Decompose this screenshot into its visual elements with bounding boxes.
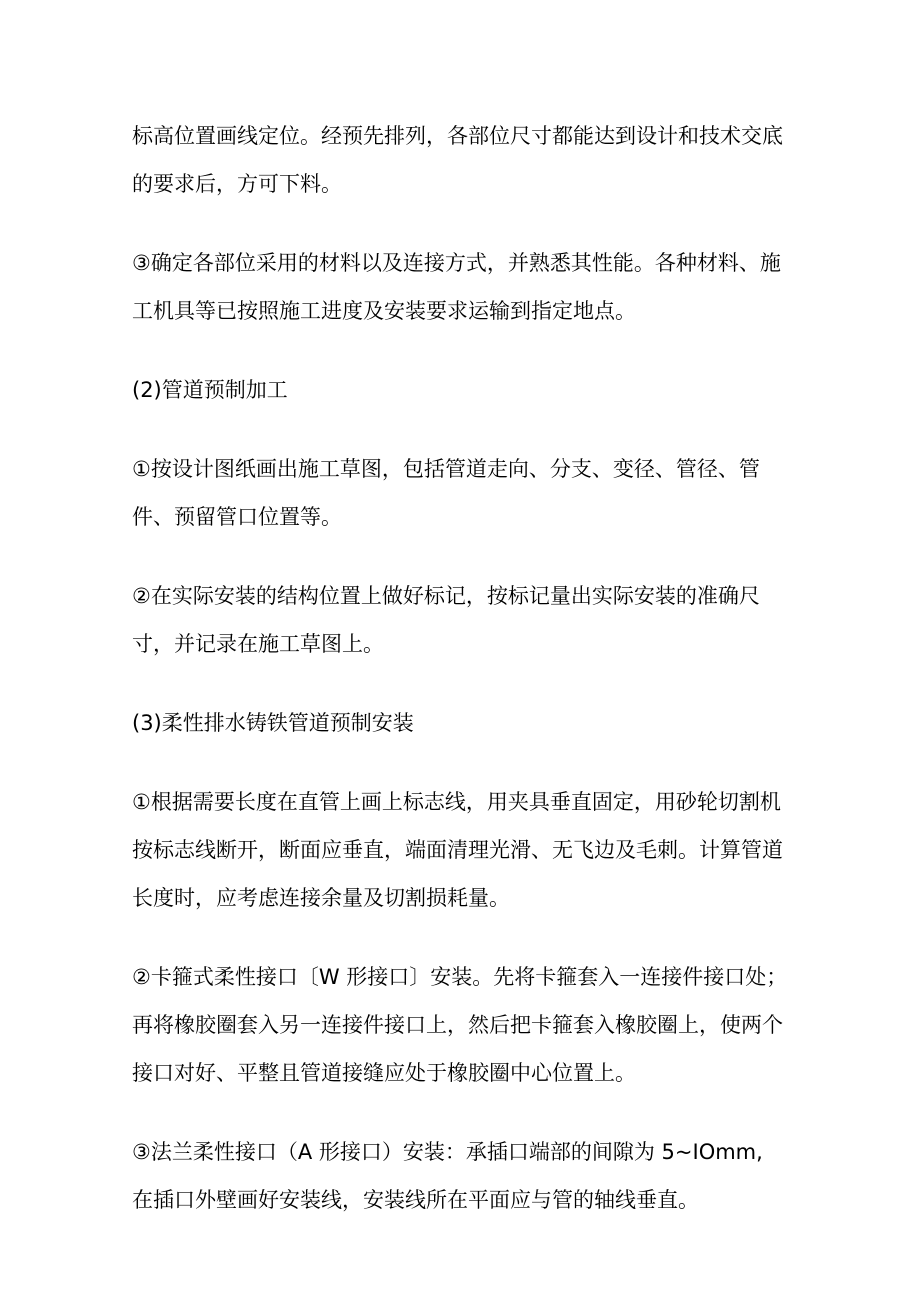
text-line: 接口对好、平整且管道接缝应处于橡胶圈中心位置上。 <box>132 1061 636 1085</box>
text-line: ②卡箍式柔性接口〔W 形接口〕安装。先将卡箍套入一连接件接口处； <box>132 965 788 989</box>
section-heading-3 <box>132 699 812 747</box>
paragraph-7 <box>132 1128 812 1224</box>
heading-text: (3)柔性排水铸铁管道预制安装 <box>132 711 414 735</box>
text-line: ①按设计图纸画出施工草图，包括管道走向、分支、变径、管径、管 <box>132 457 760 481</box>
paragraph-1 <box>132 112 812 208</box>
text-line: 标高位置画线定位。经预先排列，各部位尺寸都能达到设计和技术交底 <box>132 124 783 148</box>
text-line: ①根据需要长度在直管上画上标志线，用夹具垂直固定，用砂轮切割机 <box>132 790 781 814</box>
text-line: ③确定各部位采用的材料以及连接方式，并熟悉其性能。各种材料、施 <box>132 251 781 275</box>
text-line: 的要求后，方可下料。 <box>132 172 342 196</box>
paragraph-4 <box>132 572 812 668</box>
text-line: ③法兰柔性接口（A 形接口）安装：承插口端部的间隙为 5~IOmm, <box>132 1140 763 1164</box>
document-body <box>132 112 812 1255</box>
text-line: 长度时，应考虑连接余量及切割损耗量。 <box>132 886 510 910</box>
section-heading-2 <box>132 366 812 414</box>
heading-text: (2)管道预制加工 <box>132 378 288 402</box>
text-line: ②在实际安装的结构位置上做好标记，按标记量出实际安装的准确尺 <box>132 584 760 608</box>
text-line: 按标志线断开，断面应垂直，端面清理光滑、无飞边及毛刺。计算管道 <box>132 838 783 862</box>
text-line: 再将橡胶圈套入另一连接件接口上，然后把卡箍套入橡胶圈上，使两个 <box>132 1013 783 1037</box>
paragraph-6 <box>132 953 812 1097</box>
text-line: 工机具等已按照施工进度及安装要求运输到指定地点。 <box>132 299 636 323</box>
text-line: 件、预留管口位置等。 <box>132 505 342 529</box>
paragraph-5 <box>132 778 812 922</box>
paragraph-2 <box>132 239 812 335</box>
text-line: 寸，并记录在施工草图上。 <box>132 632 384 656</box>
text-line: 在插口外壁画好安装线，安装线所在平面应与管的轴线垂直。 <box>132 1188 699 1212</box>
paragraph-3 <box>132 445 812 541</box>
